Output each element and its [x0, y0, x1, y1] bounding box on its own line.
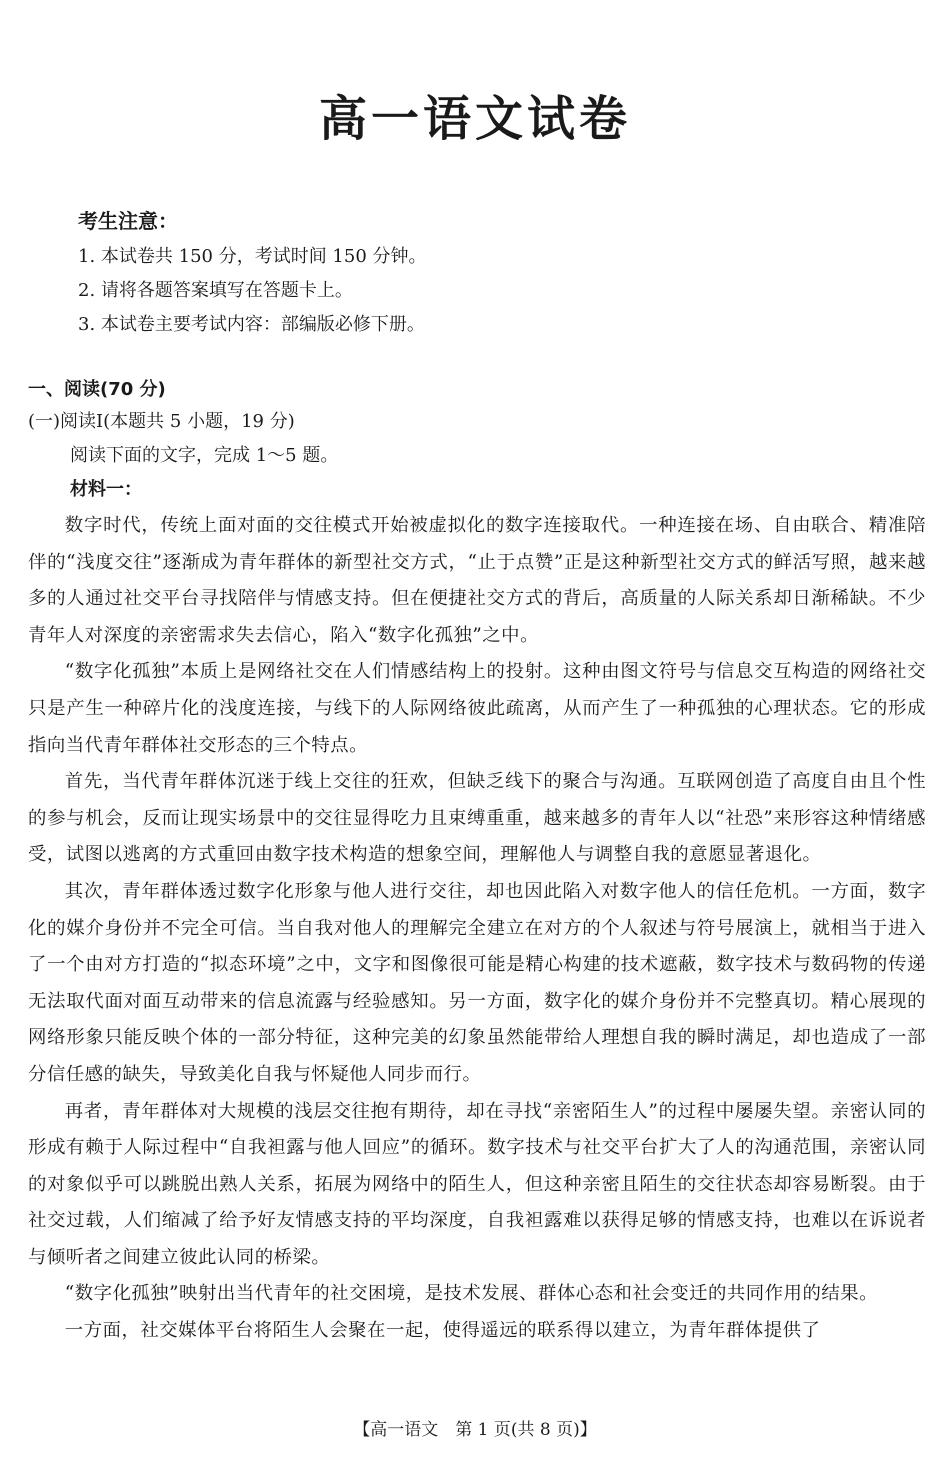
material-label: 材料一：	[70, 479, 142, 500]
paragraph: “数字化孤独”映射出当代青年的社交困境，是技术发展、群体心态和社会变迁的共同作用的结果。	[64, 1283, 879, 1305]
section-instruction: 阅读下面的文字，完成 1～5 题。	[70, 445, 339, 466]
paragraph: 再者，青年群体对大规模的浅层交往抱有期待，却在寻找“亲密陌生人”的过程中屡屡失望。亲密认同的形成有赖于人际过程中“自我袒露与他人回应”的循环。数字技术与社交平台扩大了人的沟通范围，亲密认同的对象似乎可以跳脱出熟人关系，拓展为网络中的陌生人，但这种亲密且陌生的交往状态却容易断裂。由于社交过载，人们缩减了给予好友情感支持的平均深度，自我袒露难以获得足够的情感支持，也难以在诉说者与倾听者之间建立彼此认同的桥梁。	[28, 1100, 926, 1268]
page-title: 高一语文试卷	[318, 91, 631, 147]
paragraph: “数字化孤独”本质上是网络社交在人们情感结构上的投射。这种由图文符号与信息交互构造的网络社交只是产生一种碎片化的浅度连接，与线下的人际网络彼此疏离，从而产生了一种孤独的心理状态。它的形成指向当代青年群体社交形态的三个特点。	[28, 661, 926, 756]
notice-item-1: 1. 本试卷共 150 分，考试时间 150 分钟。	[78, 246, 427, 267]
paragraph: 其次，青年群体透过数字化形象与他人进行交往，却也因此陷入对数字他人的信任危机。一方面，数字化的媒介身份并不完全可信。当自我对他人的理解完全建立在对方的个人叙述与符号展演上，就相当于进入了一个由对方打造的“拟态环境”之中，文字和图像很可能是精心构建的技术遮蔽，数字技术与数码物的传递无法取代面对面互动带来的信息流露与经验感知。另一方面，数字化的媒介身份并不完整真切。精心展现的网络形象只能反映个体的一部分特征，这种完美的幻象虽然能带给人理想自我的瞬时满足，却也造成了一部分信任感的缺失，导致美化自我与怀疑他人同步而行。	[28, 880, 926, 1085]
page-footer: 【高一语文 第 1 页(共 8 页)】	[353, 1420, 597, 1440]
paragraph: 数字时代，传统上面对面的交往模式开始被虚拟化的数字连接取代。一种连接在场、自由联合、精准陪伴的“浅度交往”逐渐成为青年群体的新型社交方式，“止于点赞”正是这种新型社交方式的鲜活写照，越来越多的人通过社交平台寻找陪伴与情感支持。但在便捷社交方式的背后，高质量的人际关系却日渐稀缺。不少青年人对深度的亲密需求失去信心，陷入“数字化孤独”之中。	[28, 515, 926, 646]
notice-heading: 考生注意：	[78, 209, 178, 233]
material-text	[28, 508, 926, 1350]
section-heading: 一、阅读(70 分)	[28, 379, 166, 400]
section-subheading: (一)阅读Ⅰ(本题共 5 小题，19 分)	[28, 411, 295, 432]
notice-item-3: 3. 本试卷主要考试内容：部编版必修下册。	[78, 314, 425, 335]
paragraph: 一方面，社交媒体平台将陌生人会聚在一起，使得遥远的联系得以建立，为青年群体提供了	[64, 1320, 821, 1342]
notice-item-2: 2. 请将各题答案填写在答题卡上。	[78, 280, 353, 301]
paragraph: 首先，当代青年群体沉迷于线上交往的狂欢，但缺乏线下的聚合与沟通。互联网创造了高度自由且个性的参与机会，反而让现实场景中的交往显得吃力且束缚重重，越来越多的青年人以“社恐”来形容这种情绪感受，试图以逃离的方式重回由数字技术构造的想象空间，理解他人与调整自我的意愿显著退化。	[28, 771, 926, 866]
